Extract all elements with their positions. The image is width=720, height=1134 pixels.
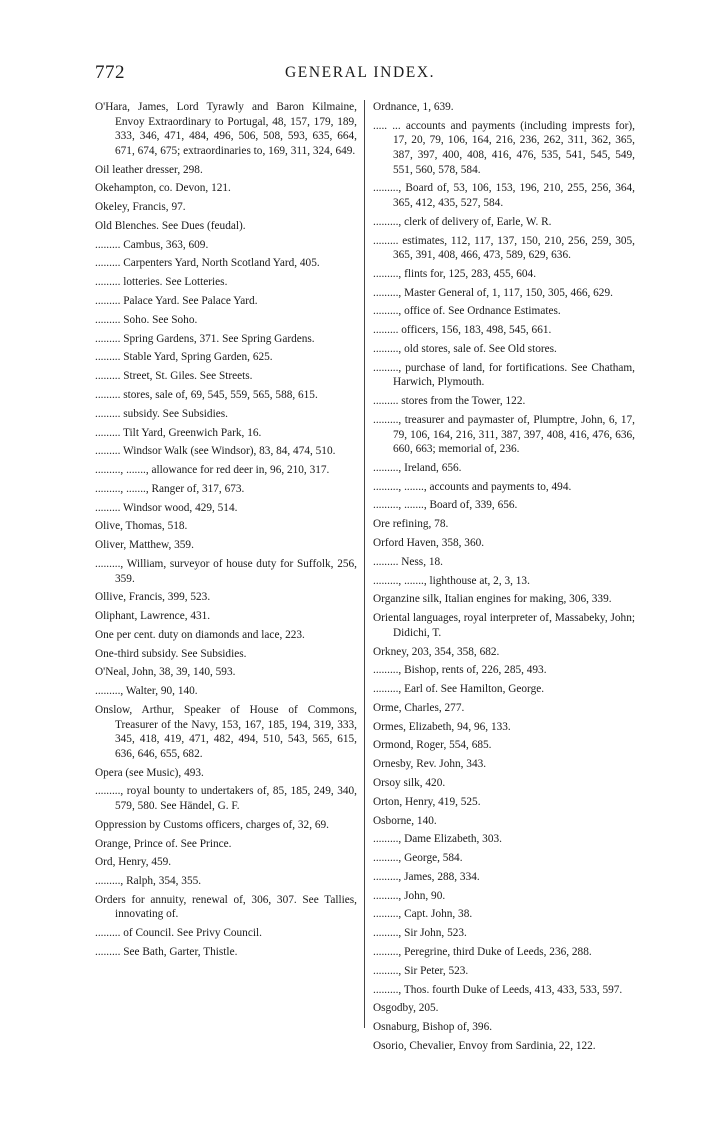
index-entry: ........., purchase of land, for fortifications. See Chatham, Harwich, Plymouth. xyxy=(373,361,635,389)
index-entry: ......... Palace Yard. See Palace Yard. xyxy=(95,295,258,308)
index-entry: ......... See Bath, Garter, Thistle. xyxy=(95,946,238,959)
index-entry: ......... Ness, 18. xyxy=(373,555,443,568)
index-entry: ........., Master General of, 1, 117, 150, 305, 466, 629. xyxy=(373,286,613,299)
index-entry: Oil leather dresser, 298. xyxy=(95,163,203,176)
index-column-right xyxy=(373,100,635,1058)
index-entry: ........., Board of, 53, 106, 153, 196, 210, 255, 256, 364, 365, 412, 435, 527, 584. xyxy=(373,182,635,209)
index-entry: Ord, Henry, 459. xyxy=(95,856,172,869)
index-entry: Orange, Prince of. See Prince. xyxy=(95,837,232,850)
index-entry: Okeley, Francis, 97. xyxy=(95,201,186,214)
index-entry: Orkney, 203, 354, 358, 682. xyxy=(373,645,500,658)
index-entry: ........., ......., Board of, 339, 656. xyxy=(373,499,518,512)
page-header xyxy=(95,62,630,88)
index-entry: ........., Sir John, 523. xyxy=(373,927,467,940)
index-entry: ........., old stores, sale of. See Old stores. xyxy=(373,343,557,355)
index-entry: ........., John, 90. xyxy=(373,889,446,902)
index-entry: ......... Tilt Yard, Greenwich Park, 16. xyxy=(95,426,262,439)
index-entry: ......... Street, St. Giles. See Streets. xyxy=(95,370,253,383)
index-entry: ........., treasurer and paymaster of, Plumptre, John, 6, 17, 79, 106, 164, 216, 311, 387, 397, 408, 416, 476, 636, 660, 663; memorial of, 236. xyxy=(373,413,635,456)
index-entry: Orford Haven, 358, 360. xyxy=(373,537,485,550)
index-entry: ........., flints for, 125, 283, 455, 604. xyxy=(373,267,537,280)
index-entry: ......... Windsor wood, 429, 514. xyxy=(95,501,238,514)
column-divider xyxy=(364,100,365,1028)
index-entry: ........., royal bounty to undertakers of, 85, 185, 249, 340, 579, 580. See Händel, G. F. xyxy=(95,785,357,812)
index-entry: ..... ... accounts and payments (including imprests for), 17, 20, 79, 106, 164, 216, 236, 262, 311, 362, 365, 387, 397, 400, 408, 416, 476, 535, 541, 545, 549, 551, 560, 578, 584. xyxy=(373,119,635,176)
index-entry: ........., ......., allowance for red deer in, 96, 210, 317. xyxy=(95,464,330,477)
index-entry: Orsoy silk, 420. xyxy=(373,777,446,789)
index-entry: One per cent. duty on diamonds and lace, 223. xyxy=(95,628,305,641)
index-entry: Oliphant, Lawrence, 431. xyxy=(95,610,211,623)
index-entry: Ormes, Elizabeth, 94, 96, 133. xyxy=(373,720,511,733)
index-entry: ........., George, 584. xyxy=(373,852,463,865)
index-entry: ......... stores, sale of, 69, 545, 559, 565, 588, 615. xyxy=(95,388,318,401)
page-number: 772 xyxy=(95,62,125,83)
running-head: GENERAL INDEX. xyxy=(285,64,436,81)
index-entry: ......... of Council. See Privy Council. xyxy=(95,927,262,940)
index-entry: ........., William, surveyor of house duty for Suffolk, 256, 359. xyxy=(95,557,357,585)
index-entry: Orders for annuity, renewal of, 306, 307. See Tallies, innovating of. xyxy=(95,893,357,921)
index-entry: Ollive, Francis, 399, 523. xyxy=(95,591,211,604)
index-entry: Opera (see Music), 493. xyxy=(95,766,204,779)
index-entry: Onslow, Arthur, Speaker of House of Commons, Treasurer of the Navy, 153, 167, 185, 194, 319, 333, 345, 418, 419, 471, 482, 494, 510, 543, 565, 615, 636, 646, 655, 682. xyxy=(95,704,357,760)
index-entry: ........., clerk of delivery of, Earle, W. R. xyxy=(373,215,552,228)
index-entry: ........., Ralph, 354, 355. xyxy=(95,875,202,888)
index-entry: Osgodby, 205. xyxy=(373,1002,439,1015)
index-entry: O'Neal, John, 38, 39, 140, 593. xyxy=(95,666,236,679)
index-entry: ........., ......., accounts and payments to, 494. xyxy=(373,480,572,493)
index-entry: ......... estimates, 112, 117, 137, 150, 210, 256, 259, 305, 365, 391, 408, 466, 473, 589, 629, 636. xyxy=(373,234,635,262)
index-entry: ......... Soho. See Soho. xyxy=(95,313,198,326)
index-entry: Oliver, Matthew, 359. xyxy=(95,539,194,552)
index-entry: Old Blenches. See Dues (feudal). xyxy=(95,219,246,232)
index-entry: ......... lotteries. See Lotteries. xyxy=(95,276,228,289)
index-entry: ........., Peregrine, third Duke of Leeds, 236, 288. xyxy=(373,946,592,959)
index-entry: ........., Bishop, rents of, 226, 285, 493. xyxy=(373,664,547,677)
index-entry: ......... subsidy. See Subsidies. xyxy=(95,407,228,420)
index-entry: Olive, Thomas, 518. xyxy=(95,520,188,533)
index-entry: Ordnance, 1, 639. xyxy=(373,101,454,113)
index-entry: ........., Ireland, 656. xyxy=(373,461,462,474)
index-entry: ......... Carpenters Yard, North Scotland Yard, 405. xyxy=(95,257,320,270)
index-entry: Ormond, Roger, 554, 685. xyxy=(373,739,492,752)
index-entry: ........., Sir Peter, 523. xyxy=(373,964,469,977)
index-entry: ......... officers, 156, 183, 498, 545, 661. xyxy=(373,324,552,337)
index-entry: ......... Spring Gardens, 371. See Spring Gardens. xyxy=(95,332,315,345)
index-entry: ......... Windsor Walk (see Windsor), 83, 84, 474, 510. xyxy=(95,445,336,458)
index-entry: ........., James, 288, 334. xyxy=(373,870,480,883)
index-entry: Oriental languages, royal interpreter of, Massabeky, John; Didichi, T. xyxy=(373,612,635,639)
index-entry: Osorio, Chevalier, Envoy from Sardinia, 22, 122. xyxy=(373,1039,596,1052)
index-entry: ........., Dame Elizabeth, 303. xyxy=(373,833,502,846)
index-entry: Ornesby, Rev. John, 343. xyxy=(373,758,487,771)
index-entry: Orme, Charles, 277. xyxy=(373,701,465,714)
index-entry: ........., office of. See Ordnance Estimates. xyxy=(373,305,561,318)
index-entry: ........., ......., Ranger of, 317, 673. xyxy=(95,482,245,495)
index-entry: ........., Capt. John, 38. xyxy=(373,908,473,921)
index-entry: ........., ......., lighthouse at, 2, 3, 13. xyxy=(373,574,530,587)
index-entry: ........., Thos. fourth Duke of Leeds, 413, 433, 533, 597. xyxy=(373,983,623,996)
index-entry: One-third subsidy. See Subsidies. xyxy=(95,647,247,660)
index-entry: ......... stores from the Tower, 122. xyxy=(373,395,526,408)
index-entry: Oppression by Customs officers, charges of, 32, 69. xyxy=(95,818,329,831)
index-entry: Okehampton, co. Devon, 121. xyxy=(95,182,231,195)
index-column-left xyxy=(95,100,357,964)
index-entry: Osnaburg, Bishop of, 396. xyxy=(373,1021,493,1034)
index-entry: Ore refining, 78. xyxy=(373,518,449,531)
index-entry: O'Hara, James, Lord Tyrawly and Baron Kilmaine, Envoy Extraordinary to Portugal, 48, 157, 179, 189, 333, 346, 471, 484, 496, 506, 508, 593, 635, 664, 671, 674, 675; extraordinaries to, 169, 311, 324, 649. xyxy=(95,101,357,157)
index-entry: Osborne, 140. xyxy=(373,814,437,827)
index-entry: Organzine silk, Italian engines for making, 306, 339. xyxy=(373,593,612,606)
index-entry: Orton, Henry, 419, 525. xyxy=(373,795,481,808)
index-entry: ........., Walter, 90, 140. xyxy=(95,685,198,698)
index-entry: ......... Stable Yard, Spring Garden, 625. xyxy=(95,351,273,364)
index-entry: ......... Cambus, 363, 609. xyxy=(95,238,209,251)
index-entry: ........., Earl of. See Hamilton, George. xyxy=(373,683,545,696)
